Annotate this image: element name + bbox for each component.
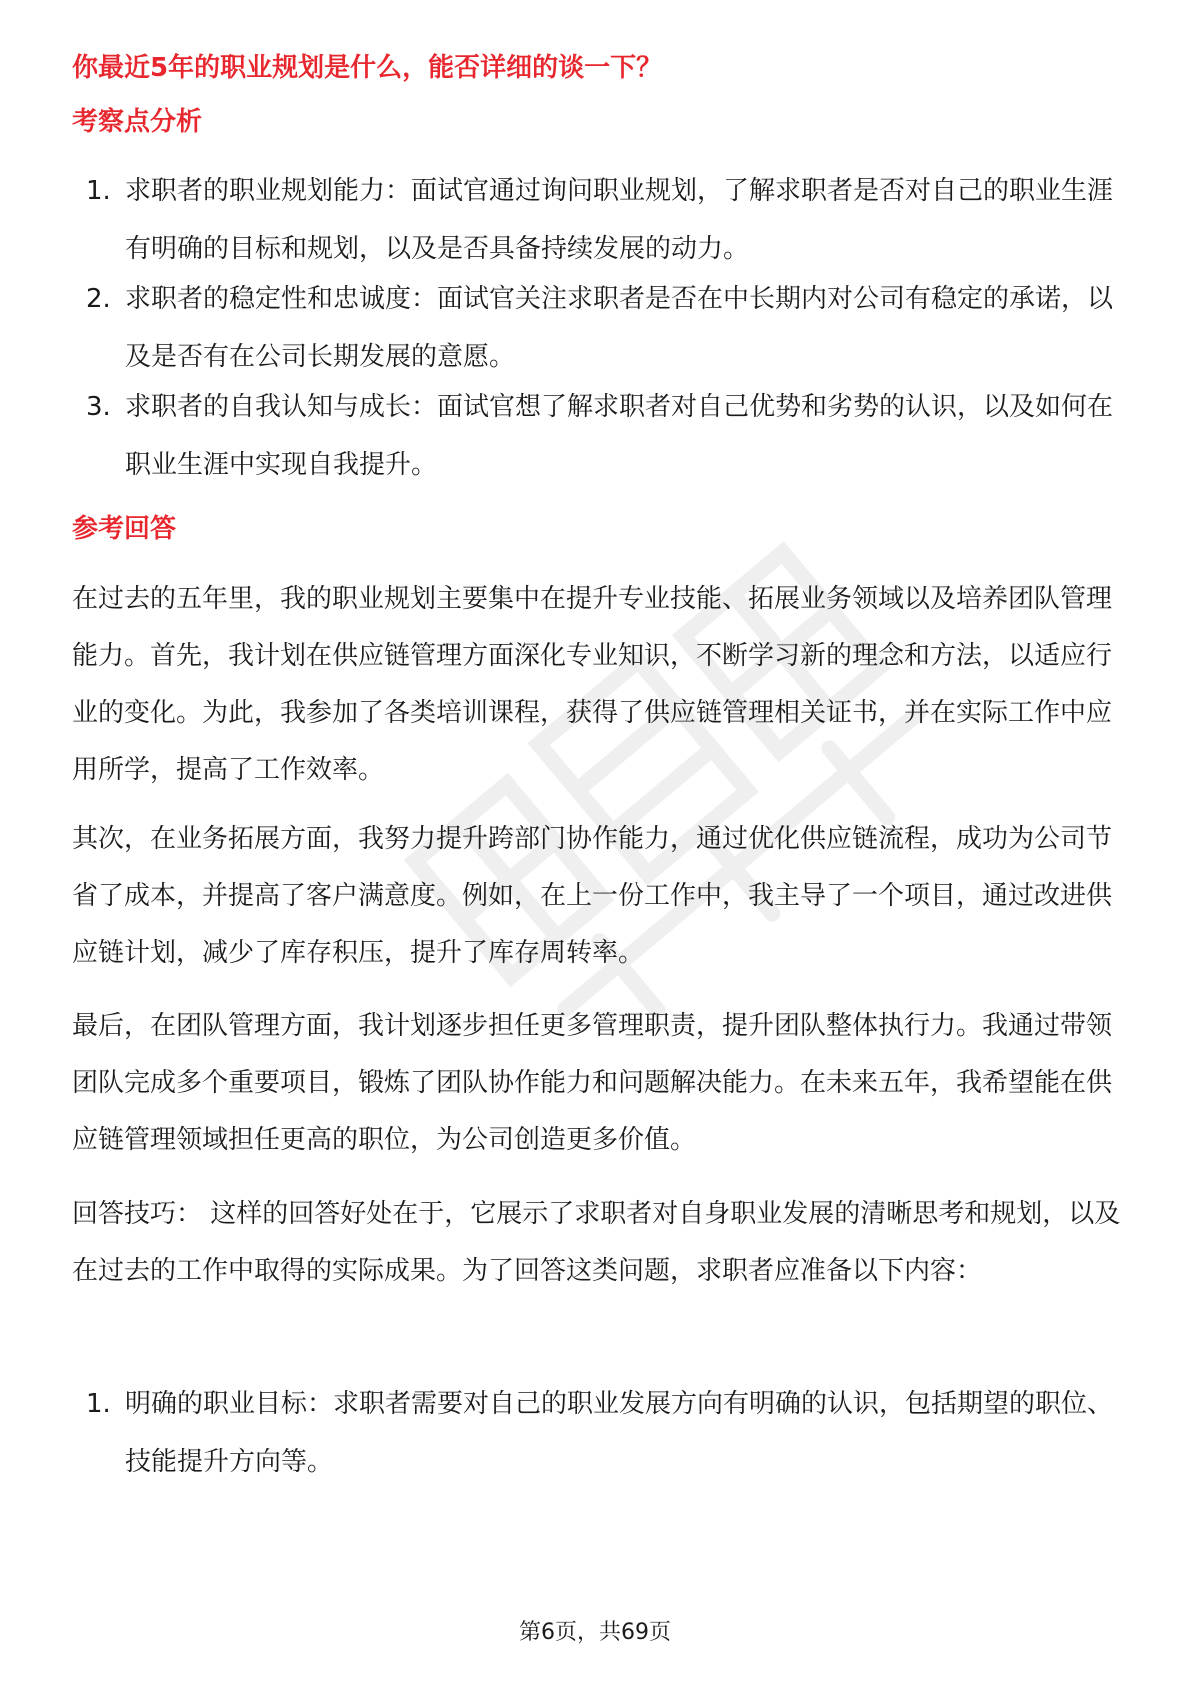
list-number: 2. (86, 284, 111, 314)
list-text: 求职者的自我认知与成长：面试官想了解求职者对自己优势和劣势的认识，以及如何在职业生涯中实现自我提升。 (125, 392, 1114, 480)
answer-heading: 参考回答 (72, 514, 177, 544)
analysis-item (72, 378, 1122, 494)
page-footer: 第6页，共69页 (519, 1620, 671, 1645)
list-text: 明确的职业目标：求职者需要对自己的职业发展方向有明确的认识，包括期望的职位、技能提升方向等。 (125, 1389, 1114, 1477)
list-number: 1. (86, 1389, 111, 1419)
tip-item (72, 1375, 1122, 1491)
answer-tips-intro: 回答技巧： 这样的回答好处在于，它展示了求职者对自身职业发展的清晰思考和规划，以及在过去的工作中取得的实际成果。为了回答这类问题，求职者应准备以下内容： (72, 1199, 1121, 1286)
list-text: 求职者的职业规划能力：面试官通过询问职业规划，了解求职者是否对自己的职业生涯有明确的目标和规划，以及是否具备持续发展的动力。 (125, 176, 1114, 264)
answer-paragraph: 在过去的五年里，我的职业规划主要集中在提升专业技能、拓展业务领域以及培养团队管理能力。首先，我计划在供应链管理方面深化专业知识，不断学习新的理念和方法，以适应行业的变化。为此，我参加了各类培训课程，获得了供应链管理相关证书，并在实际工作中应用所学，提高了工作效率。 (72, 584, 1113, 785)
list-text: 求职者的稳定性和忠诚度：面试官关注求职者是否在中长期内对公司有稳定的承诺，以及是否有在公司长期发展的意愿。 (125, 284, 1114, 372)
analysis-heading: 考察点分析 (72, 107, 203, 137)
analysis-item (72, 162, 1122, 278)
answer-paragraph: 其次，在业务拓展方面，我努力提升跨部门协作能力，通过优化供应链流程，成功为公司节省了成本，并提高了客户满意度。例如，在上一份工作中，我主导了一个项目，通过改进供应链计划，减少了库存积压，提升了库存周转率。 (72, 824, 1113, 968)
answer-paragraph: 最后，在团队管理方面，我计划逐步担任更多管理职责，提升团队整体执行力。我通过带领团队完成多个重要项目，锻炼了团队协作能力和问题解决能力。在未来五年，我希望能在供应链管理领域担任更高的职位，为公司创造更多价值。 (72, 1011, 1113, 1155)
question-title: 你最近5年的职业规划是什么，能否详细的谈一下？ (72, 53, 663, 83)
analysis-item (72, 270, 1122, 386)
list-number: 1. (86, 176, 111, 206)
list-number: 3. (86, 392, 111, 422)
